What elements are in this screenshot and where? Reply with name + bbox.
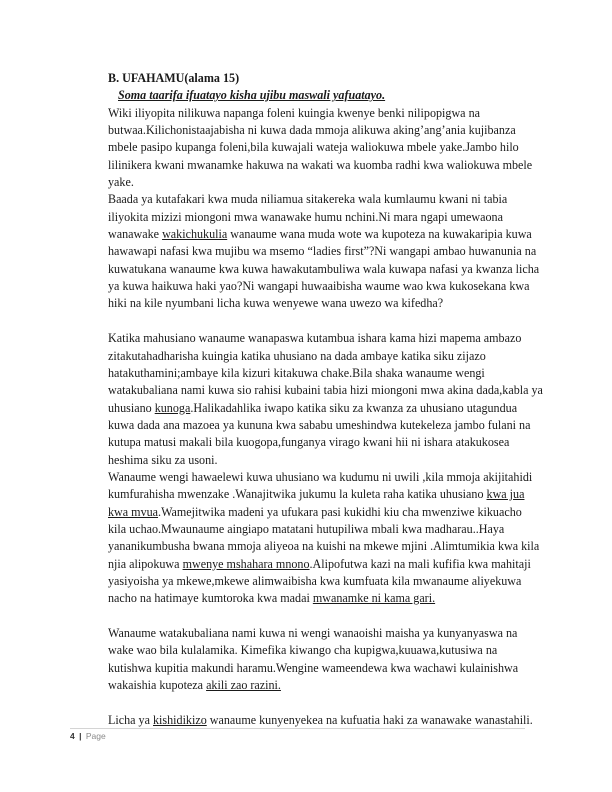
text-line <box>108 209 538 226</box>
passage-paragraph <box>108 105 538 313</box>
text-line <box>108 417 538 434</box>
text-line <box>108 590 538 607</box>
text-line <box>108 191 538 208</box>
text-run: Katika mahusiano wanaume wanapaswa kutambua ishara kama hizi mapema ambazo <box>108 331 522 346</box>
underlined-term: kwa mvua <box>108 504 159 519</box>
footer-divider <box>70 728 525 729</box>
text-run: hatakuthamini;ambaye kila kizuri kitakuwa chake.Bila shaka wanaume wengi <box>108 365 485 380</box>
text-run: yake. <box>108 175 134 190</box>
passage-paragraph <box>108 625 538 694</box>
text-line <box>108 538 538 555</box>
underlined-term: kishidikizo <box>153 712 207 727</box>
text-run: .Alipofutwa kazi na mali kufifia kwa mahitaji <box>309 556 531 571</box>
text-line <box>108 521 538 538</box>
text-run: ya kuwa haikuwa haki yao?Ni wangapi huwaaibisha waume wao kwa kukosekana kwa <box>108 279 530 294</box>
text-line <box>108 642 538 659</box>
text-run: wanawake <box>108 227 163 242</box>
passage-body <box>108 105 543 729</box>
text-line <box>108 243 538 260</box>
text-line <box>108 712 538 729</box>
underlined-term: wakichukulia <box>162 227 228 242</box>
text-line <box>108 434 538 451</box>
text-line <box>108 139 538 156</box>
text-run: watakubaliana nami kuwa sio rahisi kubaini tabia hizi miongoni mwa akina dada,kabla ya <box>108 383 543 398</box>
text-line <box>108 330 538 347</box>
text-run: .Wamejitwika madeni ya ufukara pasi kukidhi kiu cha mwenziwe kikuacho <box>158 504 522 519</box>
text-run: Wanaume watakubaliana nami kuwa ni wengi wanaoishi maisha ya kunyanyaswa na <box>108 626 518 640</box>
text-line <box>108 486 538 503</box>
page-footer <box>70 731 106 741</box>
text-run: kutishwa kupitia makundi haramu.Wengine wameendewa kwa wachawi kulainishwa <box>108 660 519 675</box>
passage-paragraph <box>108 712 538 729</box>
text-line <box>108 365 538 382</box>
text-line <box>108 382 543 399</box>
footer-page-label: Page <box>85 731 106 741</box>
text-line <box>108 157 538 174</box>
text-line <box>108 105 538 122</box>
paragraph-spacer <box>108 608 538 625</box>
text-run: kutupa matusi makali bila kuogopa,funganya virago kwani hii ni ishara atakukosea <box>108 435 510 450</box>
text-run: wanaume wana muda wote wa kupoteza na kuwakaripia kuwa <box>227 227 532 242</box>
text-line <box>108 295 538 312</box>
underlined-term: kunoga <box>154 400 191 415</box>
paragraph-spacer <box>108 313 538 330</box>
underlined-term: kwa jua <box>486 487 525 502</box>
text-line <box>108 504 538 521</box>
text-run: butwaa.Kilichonistaajabisha ni kuwa dada mmoja alikuwa aking’ang’ania kujibanza <box>108 123 516 138</box>
text-run: Licha ya <box>108 712 153 727</box>
text-line <box>108 261 538 278</box>
text-run: yananikumbusha bwana mmoja aliyeoa na kuishi na mkewe mjini .Alimtumikia kwa kila <box>108 539 540 554</box>
footer-separator: | <box>79 731 82 741</box>
paragraph-spacer <box>108 694 538 711</box>
underlined-term: mwenye mshahara mnono <box>182 556 310 571</box>
text-run: hiki na kile nyumbani licha kuwa wenyewe wana uwezo wa kifedha? <box>108 296 444 311</box>
passage-paragraph <box>108 330 543 608</box>
text-line <box>108 278 538 295</box>
page-number: 4 <box>70 731 75 741</box>
text-run: Wanaume wengi hawaelewi kuwa uhusiano wa kudumu ni uwili ,kila mmoja akijitahidi <box>108 469 533 484</box>
text-line <box>108 556 538 573</box>
text-run: heshima siku za usoni. <box>108 452 218 467</box>
underlined-term: mwanamke ni kama gari. <box>312 591 436 606</box>
section-instruction: Soma taarifa ifuatayo kisha ujibu maswali yafuatayo. <box>118 88 386 103</box>
text-run: njia alipokuwa <box>108 556 183 571</box>
text-run: kila uchao.Mwaunaume aingiapo matatani hutupiliwa mbali kwa madharau..Haya <box>108 521 505 536</box>
text-run: nacho na hatimaye kumtoroka kwa madai <box>108 591 313 606</box>
underlined-term: akili zao razini. <box>206 678 281 693</box>
text-run: zitakutahadharisha kuingia katika uhusiano na dada ambaye katika siku zijazo <box>108 348 486 363</box>
text-line <box>108 660 538 677</box>
text-run: mbele pasipo kupanga foleni,bila kuwajali wateja waliokuwa mbele yake.Jambo hilo <box>108 140 519 155</box>
text-line <box>108 452 538 469</box>
text-line <box>108 400 538 417</box>
text-run: wake wao bila kulalamika. Kimefika kiwango cha kupigwa,kuuawa,kutusiwa na <box>108 643 498 658</box>
text-run: .Halikadahlika iwapo katika siku za kwanza za uhusiano utagundua <box>190 400 518 415</box>
text-run: lilinikera kwani mwanamke hakuwa na wakati wa kuomba radhi kwa waliokuwa mbele <box>108 157 533 172</box>
text-run: kumfurahisha mwenzake .Wanajitwika jukumu la kuleta raha katika uhusiano <box>108 487 487 502</box>
text-run: uhusiano <box>108 400 155 415</box>
text-run: yasiyoisha ya mkewe,mkewe alimwaibisha kwa kumfuata kila mwanaume aliyekuwa <box>108 573 522 588</box>
text-run: Baada ya kutafakari kwa muda niliamua sitakereka wala kumlaumu kwani ni tabia <box>108 192 508 207</box>
page-content <box>108 70 543 729</box>
text-line <box>108 226 538 243</box>
text-run: kuwatukana wanaume kwa kuwa hawakutambuliwa wala kuwapa nafasi ya kwanza licha <box>108 261 540 276</box>
section-heading: B. UFAHAMU(alama 15) <box>108 71 240 85</box>
text-run: iliyokita mizizi miongoni mwa wanawake humu nchini.Ni mara ngapi umewaona <box>108 209 503 224</box>
text-line <box>108 625 538 642</box>
text-run: Wiki iliyopita nilikuwa napanga foleni kuingia kwenye benki nilipopigwa na <box>108 105 480 120</box>
text-run: wanaume kunyenyekea na kufuatia haki za wanawake wanastahili. <box>206 712 533 727</box>
text-line <box>108 677 538 694</box>
text-line <box>108 573 538 590</box>
text-run: hawawapi nafasi kwa mujibu wa msemo “ladies first”?Ni wangapi ambao huwanunia na <box>108 244 537 259</box>
text-run: kuwa dada ana mazoea ya kununa kwa sababu umeshindwa kutekeleza jambo fulani na <box>108 417 531 432</box>
text-line <box>108 348 538 365</box>
text-line <box>108 174 538 191</box>
text-run: wakaishia kupoteza <box>108 678 207 693</box>
text-line <box>108 122 538 139</box>
text-line <box>108 469 538 486</box>
